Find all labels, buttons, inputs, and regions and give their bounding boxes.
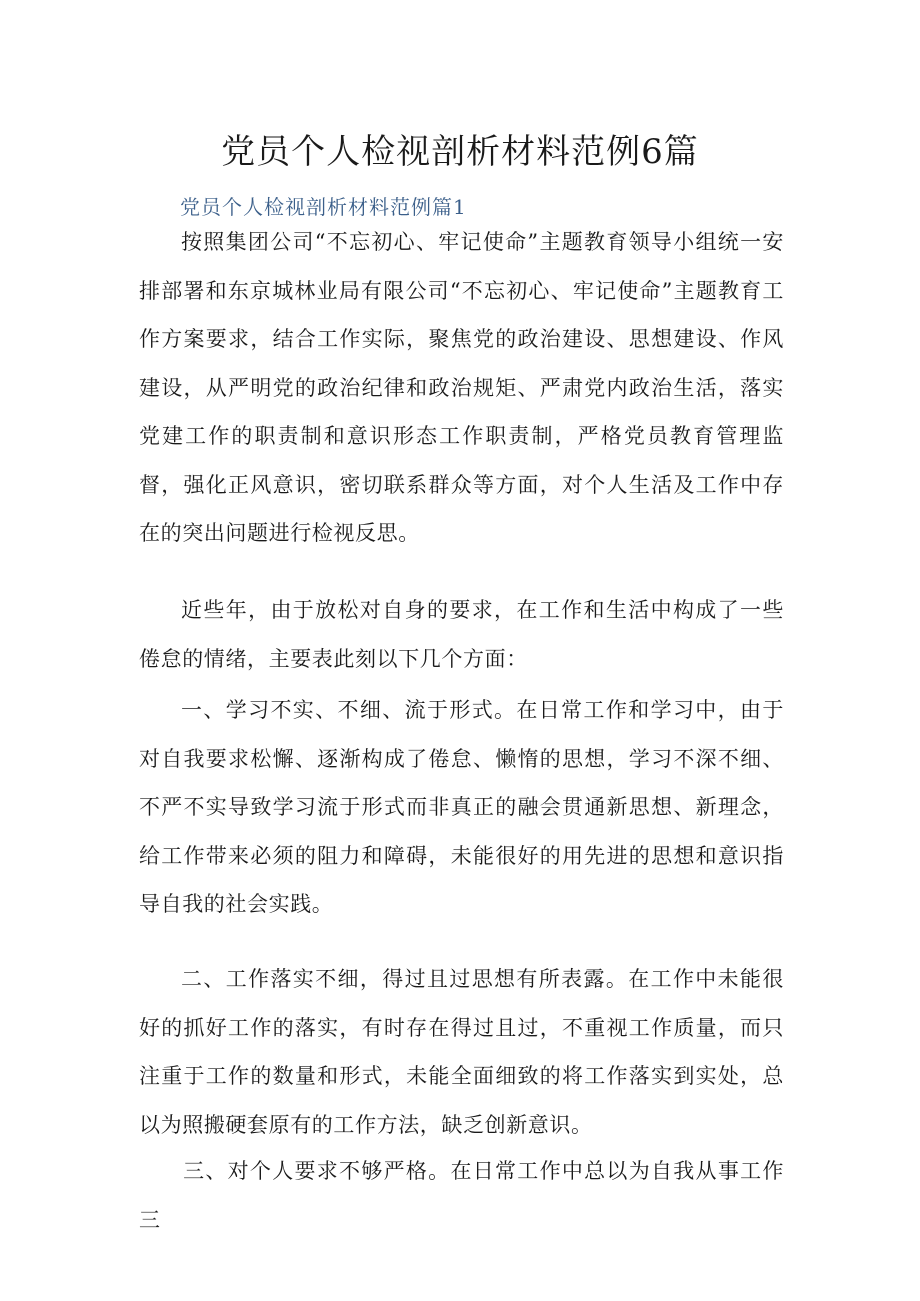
paragraph: 近些年，由于放松对自身的要求，在工作和生活中构成了一些倦怠的情绪，主要表此刻以下几个方面： — [139, 598, 784, 671]
document-title: 党员个人检视剖析材料范例6篇 — [221, 132, 699, 172]
paragraph: 按照集团公司“不忘初心、牢记使命”主题教育领导小组统一安排部署和东京城林业局有限公司“不忘初心、牢记使命”主题教育工作方案要求，结合工作实际，聚焦党的政治建设、思想建设、作风建设，从严明党的政治纪律和政治规矩、严肃党内政治生活，落实党建工作的职责制和意识形态工作职责制，严格党员教育管理监督，强化正风意识，密切联系群众等方面，对个人生活及工作中存在的突出问题进行检视反思。 — [139, 230, 784, 545]
paragraph: 二、工作落实不细，得过且过思想有所表露。在工作中未能很好的抓好工作的落实，有时存在得过且过，不重视工作质量，而只注重于工作的数量和形式，未能全面细致的将工作落实到实处，总以为照搬硬套原有的工作方法，缺乏创新意识。 — [139, 967, 784, 1137]
paragraph: 一、学习不实、不细、流于形式。在日常工作和学习中，由于对自我要求松懈、逐渐构成了倦怠、懒惰的思想，学习不深不细、不严不实导致学习流于形式而非真正的融会贯通新思想、新理念，给工作带来必须的阻力和障碍，未能很好的用先进的思想和意识指导自我的社会实践。 — [139, 698, 784, 916]
document-subtitle: 党员个人检视剖析材料范例篇1 — [180, 195, 467, 219]
paragraph: 三、对个人要求不够严格。在日常工作中总以为自我从事工作三 — [139, 1159, 784, 1232]
